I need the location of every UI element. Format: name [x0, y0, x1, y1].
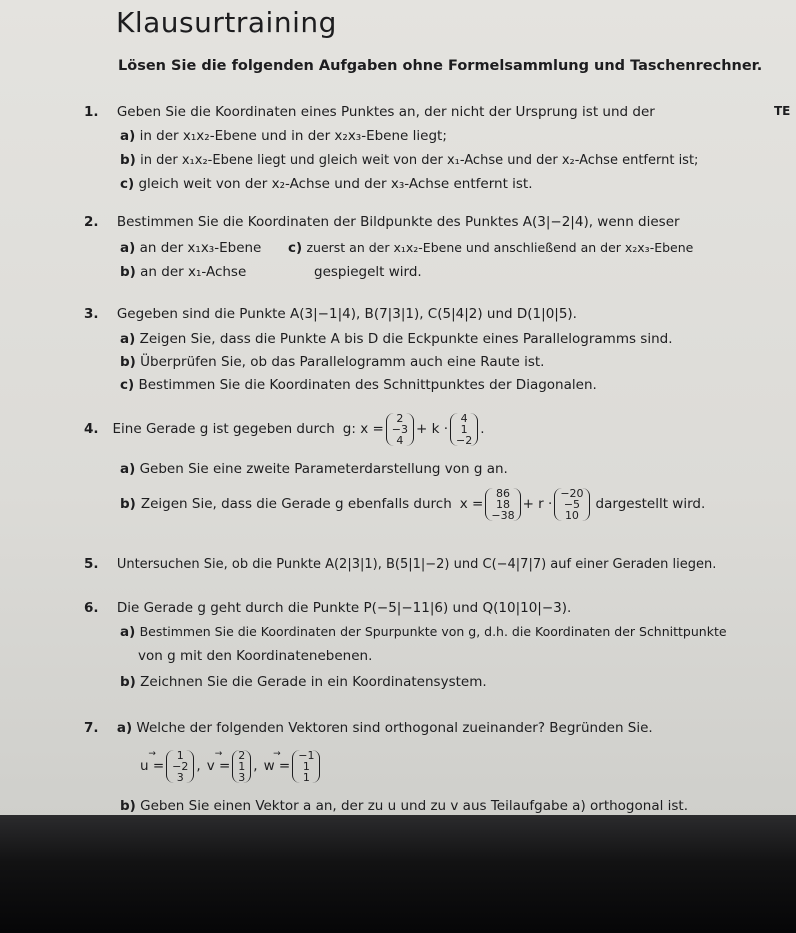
vector-w-name: → w =: [264, 758, 291, 774]
subtask-label: b): [120, 152, 136, 168]
task-text: Untersuchen Sie, ob die Punkte A(2|3|1), B(5|1|−2) und C(−4|7|7) auf einer Geraden liegen.: [116, 557, 717, 572]
vector-entry: −2: [172, 759, 189, 773]
subtask-text: gleich weit von der x₂-Achse und der x₃-Achse entfernt ist.: [138, 176, 533, 192]
vector-entry: −20: [560, 486, 584, 500]
corner-text: TE: [774, 104, 791, 118]
task-2c-continued: gespiegelt wird.: [314, 264, 422, 280]
vector-entry: 1: [460, 422, 468, 436]
task-number: 4.: [84, 421, 99, 437]
subtask-text: zuerst an der x₁x₂-Ebene und anschließend an der x₂x₃-Ebene: [306, 240, 694, 255]
vector-u: [166, 750, 194, 783]
instruction-line: Lösen Sie die folgenden Aufgaben ohne Formelsammlung und Taschenrechner.: [118, 58, 763, 74]
task-text: Eine Gerade g ist gegeben durch: [112, 421, 335, 437]
task-7b: [120, 798, 688, 814]
subtask-text: Überprüfen Sie, ob das Parallelogramm auch eine Raute ist.: [140, 354, 545, 370]
separator: ,: [196, 758, 201, 774]
vector-v: [232, 750, 251, 783]
task-2c: [288, 240, 693, 256]
task-text: Geben Sie die Koordinaten eines Punktes an, der nicht der Ursprung ist und der: [116, 104, 655, 120]
subtask-text: in der x₁x₂-Ebene liegt und gleich weit von der x₁-Achse und der x₂-Achse entfernt ist;: [140, 153, 699, 168]
subtask-label: c): [288, 240, 303, 256]
task-7-vectors: [140, 742, 322, 790]
subtask-text: in der x₁x₂-Ebene und in der x₂x₃-Ebene liegt;: [139, 128, 447, 144]
subtask-label: b): [120, 496, 136, 512]
subtask-label: c): [120, 176, 135, 192]
task-3: [84, 306, 577, 322]
separator: ,: [253, 758, 258, 774]
vector-entry: 86: [495, 486, 510, 500]
support-vector: [485, 488, 520, 521]
vector-entry: −5: [563, 497, 581, 511]
task-4: [84, 404, 485, 454]
task-number: 3.: [84, 306, 99, 322]
task-1b: [120, 152, 698, 168]
task-6: [84, 600, 571, 616]
subtask-text: Geben Sie einen Vektor a an, der zu u und zu v aus Teilaufgabe a) orthogonal ist.: [140, 798, 688, 814]
equation-lhs: g: x =: [342, 421, 384, 437]
task-2b: [120, 264, 246, 280]
task-number: 6.: [84, 600, 99, 616]
task-number: 7.: [84, 720, 99, 736]
subtask-label: a): [120, 240, 136, 256]
vector-entry: 1: [302, 770, 310, 784]
subtask-label: c): [120, 377, 135, 393]
subtask-label: b): [120, 674, 136, 690]
vector-entry: 1: [238, 759, 246, 773]
task-1c: [120, 176, 533, 192]
support-vector: [386, 413, 414, 446]
vector-entry: −3: [391, 422, 409, 436]
subtask-label: a): [120, 624, 136, 640]
task-3b: [120, 354, 544, 370]
subtask-label: a): [120, 128, 136, 144]
subtask-text: an der x₁-Achse: [140, 264, 247, 280]
task-6a-continued: von g mit den Koordinatenebenen.: [138, 648, 373, 664]
vector-entry: 4: [396, 433, 404, 447]
period: .: [480, 421, 485, 437]
subtask-label: a): [120, 461, 136, 477]
task-4a: [120, 461, 508, 477]
task-5: [84, 556, 716, 572]
vector-entry: 2: [238, 748, 246, 762]
task-1: [84, 104, 655, 120]
subtask-label: b): [120, 798, 136, 814]
subtask-text: Zeigen Sie, dass die Gerade g ebenfalls durch: [140, 496, 452, 512]
vector-entry: 4: [460, 411, 468, 425]
subtask-text: Welche der folgenden Vektoren sind orthogonal zueinander? Begründen Sie.: [136, 720, 653, 736]
subtask-text: Zeichnen Sie die Gerade in ein Koordinatensystem.: [140, 674, 487, 690]
vector-entry: 3: [176, 770, 184, 784]
vector-entry: −1: [298, 748, 315, 762]
task-number: 1.: [84, 104, 99, 120]
subtask-text: Bestimmen Sie die Koordinaten der Spurpunkte von g, d.h. die Koordinaten der Schnittpunkte: [139, 624, 727, 639]
plus-k: + k ·: [416, 421, 449, 437]
task-text: Die Gerade g geht durch die Punkte P(−5|−11|6) und Q(10|10|−3).: [116, 600, 572, 616]
vector-entry: 1: [302, 759, 310, 773]
task-4b: [120, 478, 705, 530]
subtask-label: a): [120, 331, 136, 347]
direction-vector: [554, 488, 589, 521]
vector-entry: 10: [564, 508, 579, 522]
subtask-label: b): [120, 354, 136, 370]
equation-lhs: x =: [459, 496, 484, 512]
task-2a: [120, 240, 261, 256]
task-3c: [120, 377, 597, 393]
task-3a: [120, 331, 673, 347]
vector-entry: −2: [456, 433, 473, 447]
subtask-label: b): [120, 264, 136, 280]
task-6b: [120, 674, 487, 690]
vector-entry: 1: [176, 748, 184, 762]
page-title: Klausurtraining: [116, 6, 337, 39]
vector-w: [292, 750, 320, 783]
subtask-text: Geben Sie eine zweite Parameterdarstellung von g an.: [139, 461, 508, 477]
vector-entry: 3: [238, 770, 246, 784]
vector-v-name: → v =: [207, 758, 231, 774]
vector-entry: −38: [491, 508, 515, 522]
task-7: [84, 720, 653, 736]
task-6a: [120, 624, 727, 640]
subtask-label: a): [116, 720, 133, 736]
direction-vector: [450, 413, 478, 446]
task-number: 2.: [84, 214, 99, 230]
subtask-text: Zeigen Sie, dass die Punkte A bis D die Eckpunkte eines Parallelogramms sind.: [139, 331, 673, 347]
plus-r: + r ·: [522, 496, 553, 512]
vector-u-name: → u =: [140, 758, 164, 774]
subtask-text: Bestimmen Sie die Koordinaten des Schnittpunktes der Diagonalen.: [138, 377, 597, 393]
vector-entry: 18: [495, 497, 510, 511]
subtask-tail: dargestellt wird.: [595, 496, 706, 512]
dark-shadow-area: [0, 815, 796, 933]
task-2: [84, 214, 680, 230]
task-1a: [120, 128, 447, 144]
task-text: Bestimmen Sie die Koordinaten der Bildpunkte des Punktes A(3|−2|4), wenn dieser: [116, 214, 680, 230]
subtask-text: an der x₁x₃-Ebene: [139, 240, 262, 256]
task-number: 5.: [84, 556, 99, 572]
vector-entry: 2: [396, 411, 404, 425]
task-text: Gegeben sind die Punkte A(3|−1|4), B(7|3|1), C(5|4|2) und D(1|0|5).: [116, 306, 577, 322]
